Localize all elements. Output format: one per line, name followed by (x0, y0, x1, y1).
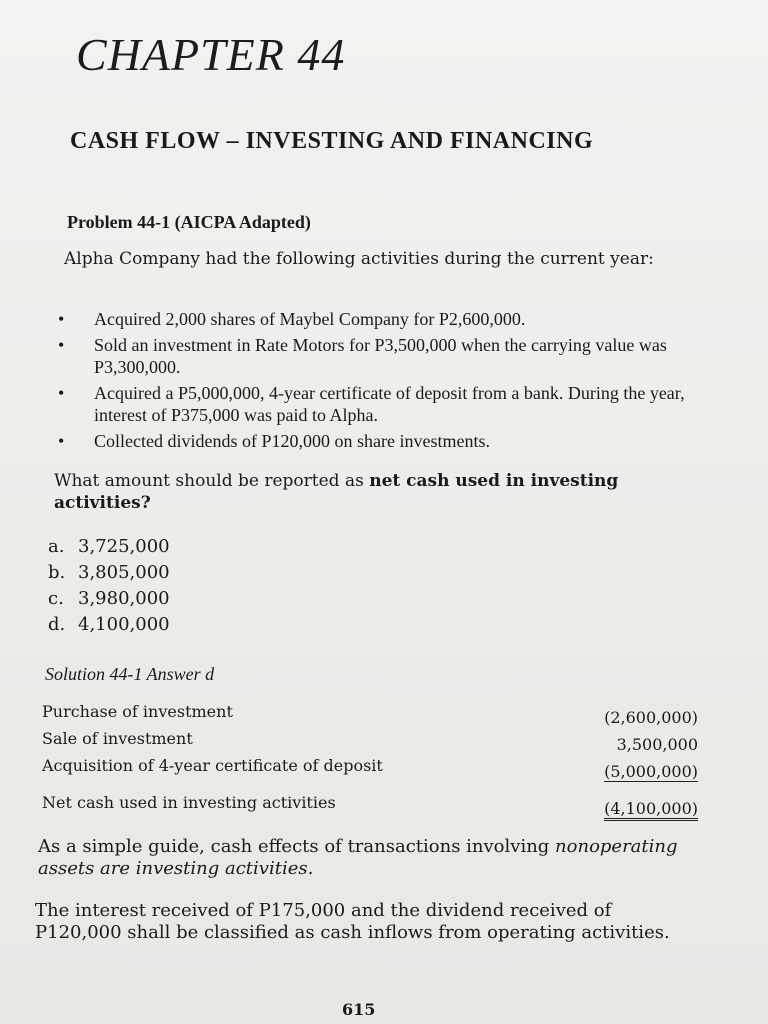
problem-intro: Alpha Company had the following activities during the current year: (64, 249, 654, 269)
choice-row (48, 560, 170, 586)
choice-value: 3,805,000 (78, 562, 170, 583)
table-row (42, 756, 698, 783)
list-item (56, 334, 706, 378)
bullet-icon: • (58, 309, 65, 329)
bullet-icon: • (58, 335, 65, 355)
activity-text: Acquired a P5,000,000, 4-year certificate of deposit from a bank. During the year, interest of P375,000 was paid to Alpha. (94, 383, 685, 425)
choice-row (48, 612, 170, 638)
note-paragraph: The interest received of P175,000 and the dividend received of P120,000 shall be classified as cash inflows from operating activities. (35, 900, 670, 943)
choice-row (48, 586, 170, 612)
total-label: Net cash used in investing activities (42, 793, 336, 812)
question-emphasis: net cash used in investing activities? (54, 471, 619, 513)
total-amount: (4,100,000) (604, 799, 698, 821)
problem-question (54, 470, 704, 514)
chapter-title: CHAPTER 44 (76, 29, 346, 80)
row-label: Acquisition of 4-year certificate of deposit (42, 756, 383, 775)
choice-letter: b. (48, 562, 66, 583)
activity-text: Acquired 2,000 shares of Maybel Company for P2,600,000. (94, 309, 526, 329)
total-row (42, 793, 698, 820)
choice-value: 4,100,000 (78, 614, 170, 635)
table-row (42, 702, 698, 729)
row-amount: (2,600,000) (604, 708, 698, 727)
row-amount: (5,000,000) (604, 762, 698, 781)
choice-letter: c. (48, 588, 64, 609)
choice-letter: a. (48, 536, 65, 557)
list-item (56, 308, 706, 330)
activity-text: Collected dividends of P120,000 on share investments. (94, 431, 490, 451)
bullet-icon: • (58, 431, 65, 451)
bullet-icon: • (58, 383, 65, 403)
choice-value: 3,980,000 (78, 588, 170, 609)
list-item (56, 430, 706, 452)
question-prefix: What amount should be reported as (54, 471, 370, 491)
guide-paragraph (38, 836, 703, 880)
row-label: Sale of investment (42, 729, 193, 748)
guide-emphasis: nonoperating assets are investing activities. (38, 836, 678, 879)
list-item (56, 382, 706, 426)
activity-text: Sold an investment in Rate Motors for P3,500,000 when the carrying value was P3,300,000. (94, 335, 667, 377)
choice-value: 3,725,000 (78, 536, 170, 557)
guide-text: As a simple guide, cash effects of transactions involving (38, 836, 556, 857)
answer-choices (48, 534, 170, 638)
choice-row (48, 534, 170, 560)
row-amount: 3,500,000 (616, 735, 698, 754)
table-row (42, 729, 698, 756)
page-number: 615 (342, 1000, 376, 1019)
solution-heading: Solution 44-1 Answer d (45, 664, 215, 684)
row-label: Purchase of investment (42, 702, 233, 721)
problem-heading: Problem 44-1 (AICPA Adapted) (67, 212, 311, 232)
activity-list (56, 308, 706, 456)
choice-letter: d. (48, 614, 66, 635)
section-title: CASH FLOW – INVESTING AND FINANCING (70, 128, 594, 154)
solution-table (42, 702, 698, 820)
